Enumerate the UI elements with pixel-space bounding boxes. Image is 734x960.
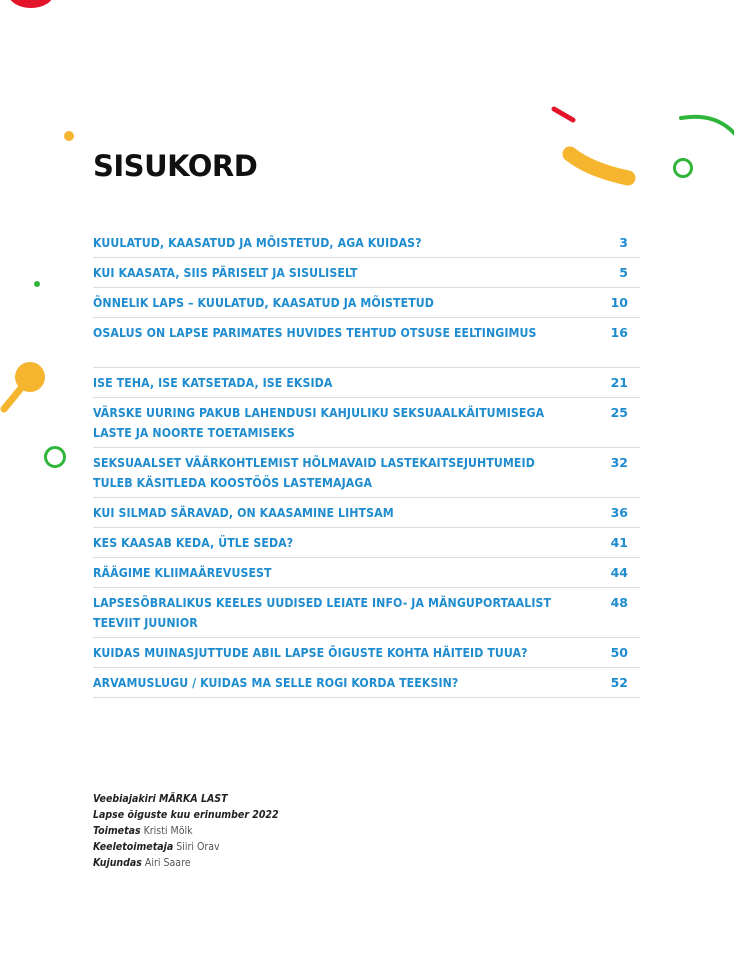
- toc-entry-title[interactable]: ARVAMUSLUGU / KUIDAS MA SELLE ROGI KORDA TEEKSIN?: [93, 676, 459, 690]
- table-of-contents: [93, 228, 640, 698]
- toc-entry-title[interactable]: SEKSUAALSET VÄÄRKOHTLEMIST HÕLMAVAID LASTEKAITSEJUHTUMEID TULEB KÄSITLEDA KOOSTÖÖS LASTEMAJAGA: [93, 456, 535, 490]
- toc-entry-title[interactable]: KES KAASAB KEDA, ÜTLE SEDA?: [93, 536, 294, 550]
- green-dot-decoration: [34, 281, 40, 287]
- toc-entry-page-number[interactable]: 21: [610, 375, 628, 390]
- toc-entry-page-number[interactable]: 36: [610, 505, 628, 520]
- toc-entry[interactable]: [93, 558, 640, 588]
- toc-entry[interactable]: [93, 638, 640, 668]
- proofreader-line: [93, 839, 279, 855]
- green-ring-decoration: [673, 158, 693, 178]
- designer-label: Kujundas: [93, 857, 142, 869]
- toc-entry[interactable]: [93, 528, 640, 558]
- red-stroke-decoration: [548, 104, 580, 126]
- yellow-dot-decoration: [64, 131, 74, 141]
- toc-entry-page-number[interactable]: 32: [610, 455, 628, 470]
- toc-entry-title[interactable]: KUI SILMAD SÄRAVAD, ON KAASAMINE LIHTSAM: [93, 506, 394, 520]
- toc-entry[interactable]: [93, 258, 640, 288]
- toc-entry[interactable]: [93, 318, 640, 368]
- toc-entry-title[interactable]: KUI KAASATA, SIIS PÄRISELT JA SISULISELT: [93, 266, 358, 280]
- toc-entry[interactable]: [93, 228, 640, 258]
- magazine-name: Veebiajakiri MÄRKA LAST: [93, 793, 228, 805]
- toc-entry-title[interactable]: VÄRSKE UURING PAKUB LAHENDUSI KAHJULIKU SEKSUAALKÄITUMISEGA LASTE JA NOORTE TOETAMISEKS: [93, 406, 545, 440]
- toc-entry[interactable]: [93, 368, 640, 398]
- red-circle-decoration: [8, 0, 54, 8]
- proofreader-name: Siiri Orav: [176, 841, 220, 853]
- toc-entry[interactable]: [93, 588, 640, 638]
- toc-entry-title[interactable]: KUIDAS MUINASJUTTUDE ABIL LAPSE ÕIGUSTE KOHTA HÄITEID TUUA?: [93, 646, 528, 660]
- proofreader-label: Keeletoimetaja: [93, 841, 174, 853]
- toc-entry-page-number[interactable]: 48: [610, 595, 628, 610]
- toc-entry[interactable]: [93, 448, 640, 498]
- designer-line: [93, 855, 279, 871]
- toc-entry-page-number[interactable]: 52: [610, 675, 628, 690]
- toc-entry-page-number[interactable]: 41: [610, 535, 628, 550]
- editor-name: Kristi Mölk: [143, 825, 193, 837]
- issue-name: Lapse õiguste kuu erinumber 2022: [93, 809, 279, 821]
- toc-entry-page-number[interactable]: 5: [619, 265, 628, 280]
- yellow-lollipop-decoration: [0, 355, 60, 425]
- editor-label: Toimetas: [93, 825, 141, 837]
- green-arc-decoration: [675, 108, 734, 140]
- toc-entry-title[interactable]: LAPSESÕBRALIKUS KEELES UUDISED LEIATE INFO- JA MÄNGUPORTAALIST TEEVIIT JUUNIOR: [93, 596, 552, 630]
- toc-entry[interactable]: [93, 498, 640, 528]
- toc-entry[interactable]: [93, 288, 640, 318]
- toc-entry-page-number[interactable]: 44: [610, 565, 628, 580]
- yellow-stroke-decoration: [560, 140, 650, 190]
- toc-entry-title[interactable]: ÕNNELIK LAPS – KUULATUD, KAASATUD JA MÕISTETUD: [93, 296, 434, 310]
- toc-entry-title[interactable]: KUULATUD, KAASATUD JA MÕISTETUD, AGA KUIDAS?: [93, 236, 422, 250]
- toc-entry-page-number[interactable]: 10: [610, 295, 628, 310]
- toc-entry-title[interactable]: OSALUS ON LAPSE PARIMATES HUVIDES TEHTUD OTSUSE EELTINGIMUS: [93, 326, 537, 340]
- toc-entry-page-number[interactable]: 50: [610, 645, 628, 660]
- editor-line: [93, 823, 279, 839]
- page-title: SISUKORD: [93, 149, 258, 183]
- toc-entry-page-number[interactable]: 16: [610, 325, 628, 340]
- green-ring-decoration: [44, 446, 66, 468]
- toc-entry[interactable]: [93, 668, 640, 698]
- imprint-block: [93, 791, 279, 871]
- designer-name: Airi Saare: [144, 857, 191, 869]
- toc-entry-page-number[interactable]: 25: [610, 405, 628, 420]
- toc-entry[interactable]: [93, 398, 640, 448]
- toc-entry-page-number[interactable]: 3: [619, 235, 628, 250]
- toc-entry-title[interactable]: RÄÄGIME KLIIMAÄREVUSEST: [93, 566, 272, 580]
- toc-entry-title[interactable]: ISE TEHA, ISE KATSETADA, ISE EKSIDA: [93, 376, 333, 390]
